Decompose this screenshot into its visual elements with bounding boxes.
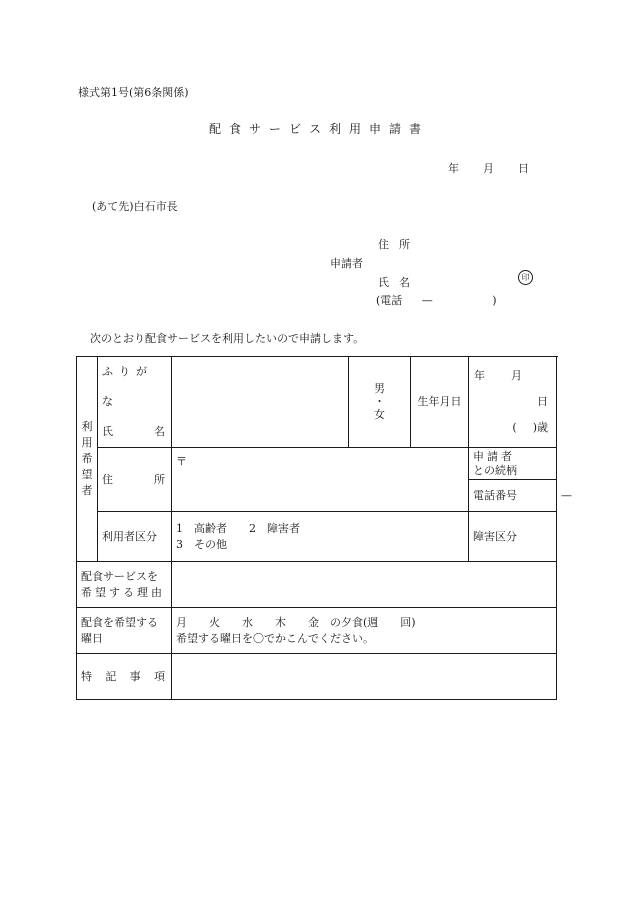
applicant-name-label: 氏名 (378, 276, 420, 289)
applicant-label: 申請者 (330, 257, 363, 270)
address-input[interactable] (172, 448, 469, 512)
page-title: 配食サービス利用申請書 (208, 122, 429, 136)
notes-input[interactable] (172, 654, 557, 700)
name-input[interactable] (172, 357, 349, 448)
reason-label: 配食サービスを 希望する理由 (77, 562, 172, 608)
furigana-label: ふりがな (102, 365, 153, 408)
form-number: 様式第1号(第6条関係) (78, 86, 189, 99)
postal-mark: 〒 (176, 455, 187, 468)
name-label-cell (98, 357, 172, 448)
date-year: 年 (448, 162, 459, 175)
birthdate-label: 生年月日 (411, 357, 469, 448)
application-date (448, 160, 529, 176)
address-label: 住 所 (98, 448, 172, 512)
date-month: 月 (483, 162, 494, 175)
birthdate-input[interactable] (469, 357, 557, 448)
gender-select[interactable]: 男 ・ 女 (349, 357, 411, 448)
date-day: 日 (518, 162, 529, 175)
notes-label: 特 記 事 項 (77, 654, 172, 700)
phone-dash: — (421, 294, 433, 307)
age-open: ( (512, 421, 517, 434)
reason-input[interactable] (172, 562, 557, 608)
applicant-group-label: 利 用 希 望 者 (77, 357, 98, 562)
birth-month: 月 (511, 369, 522, 382)
age-close: )歳 (532, 421, 548, 434)
name-label: 氏 名 (102, 425, 165, 438)
addressee: (あて先)白石市長 (92, 200, 178, 213)
phone-number-label: 電話番号 (469, 480, 557, 512)
seal-icon: 印 (518, 270, 533, 285)
phone-close: ) (492, 294, 497, 307)
disability-category-label: 障害区分 (469, 512, 557, 562)
birth-day: 日 (537, 395, 548, 408)
application-form-table: 利 用 希 望 者 ふりがな 氏 名 男 ・ 女 生年月日 年 月日 ( )歳 住 所 〒 申請者 との続柄 電話番号 — 利用者区分 1 高齢者 2 障害者 3 その他 障害区分 配食サービスを 希望する理由 配食を希望する曜日 月 火 水 木 金 の夕食(週 回) 希望する曜日を〇でかこんでください。 特 記 事 項 (76, 356, 557, 700)
birth-year: 年 (474, 369, 485, 382)
applicant-phone (376, 292, 497, 308)
phone-open: (電話 (376, 294, 403, 307)
days-input[interactable]: 月 火 水 木 金 の夕食(週 回) 希望する曜日を〇でかこんでください。 (172, 608, 557, 654)
days-label: 配食を希望する曜日 (77, 608, 172, 654)
user-category-label: 利用者区分 (98, 512, 172, 562)
relation-label: 申請者 との続柄 (469, 448, 557, 480)
user-category-options[interactable]: 1 高齢者 2 障害者 3 その他 (172, 512, 469, 562)
intro-text: 次のとおり配食サービスを利用したいので申請します。 (90, 332, 365, 345)
applicant-address-label: 住所 (378, 238, 420, 251)
